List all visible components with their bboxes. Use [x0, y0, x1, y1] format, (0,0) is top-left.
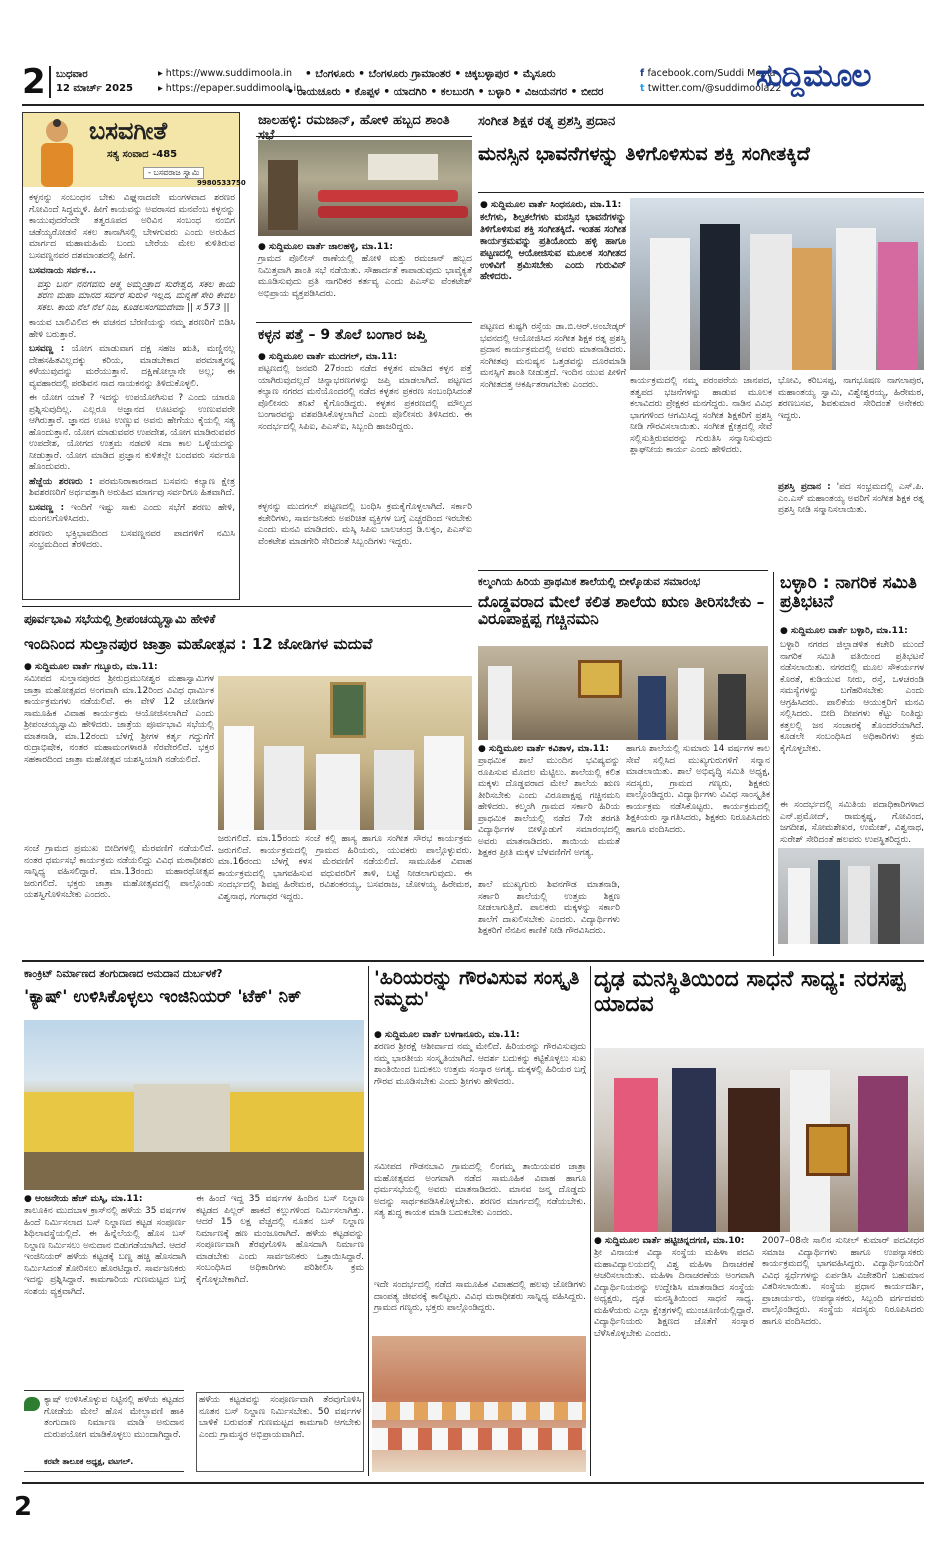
sultanpur-body-2: ಸಂಜೆ ಗ್ರಾಮದ ಪ್ರಮುಖ ಬೀದಿಗಳಲ್ಲಿ ಮೆರವಣಿಗೆ ನಡೆಯಲಿದೆ. ನಂತರ ಧರ್ಮಸಭೆ ಕಾರ್ಯಕ್ರಮ ನಡೆಯಲಿದ್ದು ವಿವಿಧ ಮಠಾಧೀಶರು ಸಾನ್ನಿಧ್ಯ ವಹಿಸಲಿದ್ದಾರೆ. ಮಾ.13ರಂದು ಮಹಾರಥೋತ್ಸವ ಜರುಗಲಿದೆ. ಭಕ್ತರು ಜಾತ್ರಾ ಮಹೋತ್ಸವದಲ್ಲಿ ಪಾಲ್ಗೊಂಡು ಯಶಸ್ವಿಗೊಳಿಸಬೇಕು ಎಂದರು. [24, 844, 214, 901]
sultanpur-top-rule [22, 606, 472, 607]
newspaper-logo: ಸುದ್ದಿಮೂಲ [756, 58, 871, 94]
basavageethe-phone: 9980533750 [197, 179, 246, 187]
concrete-byline: ● ಆಂಜನೇಯ ಹೆಚ್ ಮಸ್ಕಿ, ಮಾ.11: [24, 1194, 143, 1204]
narasappa-headline: ದೃಢ ಮನಸ್ಥಿತಿಯಿಂದ ಸಾಧನೆ ಸಾಧ್ಯ: ನರಸಪ್ಪ ಯಾದವ [594, 967, 906, 1017]
concrete-quote-author: ಕರವೇ ತಾಲೂಕ ಅಧ್ಯಕ್ಷ, ವಟಗಲ್. [44, 1457, 134, 1466]
narasappa-body-2: 2007–08ನೇ ಸಾಲಿನ ಸುನೀಲ್ ಕುಮಾರ್ ಪದವೀಧರ ಸಮಾಜ ವಿದ್ಯಾರ್ಥಿಗಳು ಹಾಗೂ ಉಪನ್ಯಾಸಕರು ಕಾರ್ಯಕ್ರಮದಲ್ಲಿ ಭಾಗವಹಿಸಿದ್ದರು. ವಿದ್ಯಾರ್ಥಿನಿಯರಿಗೆ ವಿವಿಧ ಸ್ಪರ್ಧೆಗಳನ್ನು ಏರ್ಪಡಿಸಿ ವಿಜೇತರಿಗೆ ಬಹುಮಾನ ವಿತರಿಸಲಾಯಿತು. ಸಂಸ್ಥೆಯ ಪ್ರಧಾನ ಕಾರ್ಯದರ್ಶಿ, ಪ್ರಾಚಾರ್ಯರು, ಉಪನ್ಯಾಸಕರು, ಸಿಬ್ಬಂದಿ ವರ್ಗದವರು ಪಾಲ್ಗೊಂಡಿದ್ದರು. ಸಂಸ್ಥೆಯ ಸದಸ್ಯರು ನಿರೂಪಿಸಿದರು ಹಾಗೂ ವಂದಿಸಿದರು. [762, 1236, 924, 1327]
twitter-link[interactable]: t twitter.com/@suddimoola22 [640, 83, 782, 95]
basavageethe-para-3: ಈ ಯೋಗ ಯಾಕೆ ? ಇದನ್ನು ಉಪಯೋಗಿಸುವ ? ಎಂದು ಯಾರೂ ಪ್ರಶ್ನಿಸುವುದಿಲ್ಲ. ಎಲ್ಲರೂ ಅಜ್ಞಾನದ ಊಟವನ್ನು ಉಣುವವರೇ ಆಗಿರುತ್ತಾರೆ. ಜ್ಞಾನದ ಊಟ ಉಣ್ಣುವ ಅವನು ಹೇಗೆಯು ಕೈಯಲ್ಲಿ ಸತ್ಯ ಹೊಂದುತ್ತಾನೆ. ಯೋಗ ಮಾಡುವವರ ಉಪದೇಶ, ಯೋಗ ಮಾಡಿರುವವರ ಉಪದೇಶ, ಯೋಗದ ಉತ್ತಮ ನಡವಳಿ ಸದಾ ಕಾಲ ಒಳ್ಳೆಯದನ್ನು ನೀಡುತ್ತಾರೆ. ಯೋಗ ಮಾಡಿದ ಪ್ರಜ್ಞಾನ ಕುಳಿತಲ್ಲೇ ಬಂದವರು ಸರ್ವರೂ ಹೊಂದುವರು. [29, 393, 235, 473]
narasappa-photo [594, 1048, 924, 1232]
cities-row-2: • ರಾಯಚೂರು • ಕೊಪ್ಪಳ • ಯಾದಗಿರಿ • ಕಲಬುರಗಿ • ಬಳ್ಳಾರಿ • ವಿಜಯನಗರ • ಬೀದರ [287, 86, 604, 98]
elders-body-3: ಇದೇ ಸಂದರ್ಭದಲ್ಲಿ ನಡೆದ ಸಾಮೂಹಿಕ ವಿವಾಹದಲ್ಲಿ ಹಲವು ಜೋಡಿಗಳು ದಾಂಪತ್ಯ ಜೀವನಕ್ಕೆ ಕಾಲಿಟ್ಟರು. ವಿವಿಧ ಮಠಾಧೀಶರು ಸಾನ್ನಿಧ್ಯ ವಹಿಸಿದ್ದರು. ಗ್ರಾಮದ ಗಣ್ಯರು, ಭಕ್ತರು ಪಾಲ್ಗೊಂಡಿದ್ದರು. [374, 1280, 586, 1314]
sultanpur-headline: ಇಂದಿನಿಂದ ಸುಲ್ತಾನಪುರ ಜಾತ್ರಾ ಮಹೋತ್ಸವ : 12 ಜೋಡಿಗಳ ಮದುವೆ [24, 635, 373, 653]
basavageethe-author: - ಬಸವರಾಜ ಸ್ವಾಮಿ [143, 167, 204, 179]
elders-divider [368, 966, 369, 1476]
page-number: 2 [22, 62, 46, 102]
basavageethe-closing: ಶರಣರು ಭಕ್ತಿಭಾವದಿಂದ ಬಸವಣ್ಣನವರ ಪಾದಗಳಿಗೆ ನಮಿಸಿ ಸಂಭ್ರಮದಿಂದ ತೆರಳಿದರು. [29, 528, 235, 551]
school-byline: ● ಸುದ್ದಿಮೂಲ ವಾರ್ತೆ ಕವಿತಾಳ, ಮಾ.11: [478, 744, 609, 754]
narasappa-divider [590, 966, 591, 1476]
jalahalli-photo [258, 140, 472, 236]
basavageethe-vachana-label: ಬಸವನಾಯ ಸರ್ವಕ... [29, 266, 97, 277]
music-award-text: 'ಪದ ಸಂಭ್ರಮದಲ್ಲಿ ಎಸ್.ಪಿ. ಎಂ.ಎಸ್ ಮಹಾಂತಯ್ಯ ಅವರಿಗೆ ಸಂಗೀತ ಶಿಕ್ಷಕ ರತ್ನ ಪ್ರಶಸ್ತಿ ನೀಡಿ ಸನ್ಮಾನಿಸಲಾಯಿತು. [778, 482, 924, 516]
basavageethe-header [23, 113, 246, 187]
concrete-quote-box [24, 1390, 184, 1472]
school-photo [478, 646, 768, 740]
ballari-byline: ● ಸುದ್ದಿಮೂಲ ವಾರ್ತೆ ಬಳ್ಳಾರಿ, ಮಾ.11: [780, 626, 908, 636]
music-award-label: ಪ್ರಶಸ್ತಿ ಪ್ರದಾನ : [778, 482, 831, 492]
site-links [158, 68, 302, 95]
quote-icon [24, 1397, 40, 1411]
basavageethe-vachana: ವಸ್ತು ಬರ್ನ ನನಗವನು ಆತ್ಮ ಅಮ್ಮಂತ್ರಾದ ಸುರೇಶ್ವರ, ಸಕಲ ಕಾಯ ಶರಣ ಮಹಾ ಮಾನದ ಸರ್ವರ ಸುರುಳಿ ಇಲ್ಲದ, ಮನ್ನಣೆ ಸೇರಿ ಕೇವಲ ಸಕಲ. ಕಾಯ ನೆಲೆ ನೆಲೆ ನಿಜ, ಕೂಡಲಸಂಗಮದೇವಾ || ಸ 573 || [37, 279, 235, 313]
school-body-2: ಶಾಲೆ ಮುಖ್ಯಗುರು ಶಿವನಗೌಡ ಮಾತನಾಡಿ, ಸರ್ಕಾರಿ ಶಾಲೆಯಲ್ಲಿ ಉತ್ತಮ ಶಿಕ್ಷಣ ನೀಡಲಾಗುತ್ತಿದೆ. ಪಾಲಕರು ಮಕ್ಕಳನ್ನು ಸರ್ಕಾರಿ ಶಾಲೆಗೆ ದಾಖಲಿಸಬೇಕು ಎಂದರು. ವಿದ್ಯಾರ್ಥಿಗಳು ಶಿಕ್ಷಕರಿಗೆ ನೆನಪಿನ ಕಾಣಿಕೆ ನೀಡಿ ಗೌರವಿಸಿದರು. [478, 880, 620, 937]
theft-body-1: ಪಟ್ಟಣದಲ್ಲಿ ಜನವರಿ 27ರಂದು ನಡೆದ ಕಳ್ಳತನ ಮಾಡಿದ ಕಳ್ಳನ ಪತ್ತೆ ಯಾಗಿರುವುದಲ್ಲದೆ ಚಿನ್ನಾಭರಣಗಳನ್ನು ಜಪ್ತಿ ಮಾಡಲಾಗಿದೆ. ಪಟ್ಟಣದ ಕಲ್ಯಾಣ ನಗರದ ಮನೆಯೊಂದರಲ್ಲಿ ನಡೆದ ಕಳ್ಳತನ ಪ್ರಕರಣ ಸಂಬಂಧಿಸಿದಂತೆ ಪೊಲೀಸರು ತನಿಖೆ ಕೈಗೊಂಡಿದ್ದರು. ಕಳ್ಳತನ ಪ್ರಕರಣದಲ್ಲಿ ಮೌಲ್ಯದ ಬಂಗಾರವನ್ನು ವಶಪಡಿಸಿಕೊಳ್ಳಲಾಗಿದೆ ಎಂದು ಪೊಲೀಸರು ತಿಳಿಸಿದರು. ಈ ಸಂದರ್ಭದಲ್ಲಿ ಸಿಪಿಐ, ಪಿಎಸ್ಐ, ಸಿಬ್ಬಂದಿ ಹಾಜರಿದ್ದರು. [258, 364, 472, 432]
music-body-3: ಭೋವಿ, ಕರಿಬಸಪ್ಪ, ನಾಗಭೂಷಣ ನಾಗಲಾಪುರ, ಮಹಾಂತಯ್ಯ ಸ್ವಾಮಿ, ವಿಶ್ವೇಶ್ವರಯ್ಯ, ಹಿರೇಮಠ, ಶರಣಬಸವ, ಶಿವಕುಮಾರ ಸೇರಿದಂತೆ ಅನೇಕರು ಇದ್ದರು. [778, 376, 924, 421]
footer-rule [22, 1482, 924, 1484]
basavageethe-para-2: ಕಾಯವ ಬಾಲಿವಿಲಿದ ಈ ವಚನದ ಬೆರಣಿಯನ್ನು ನಮ್ಮ ಶರಣರಿಗೆ ಬಿಡಿಸಿ ಹೇಳಿ ಬರುತ್ತಾರೆ. [29, 318, 235, 340]
basavageethe-hijava: ಪರಮನಿರಾಕಾರನಾದ ಬಸವನು ಕಲ್ಯಾಣ ಕ್ಷೇತ್ರ ಶಿವಶರಣರಿಗೆ ಅರ್ಥವತ್ತಾಗಿ ಅರುಹಿದ ಮಾರ್ಗವು ಸರ್ವರಿಗೂ ಹಿತವಾಗಿದೆ. [29, 476, 235, 499]
basavageethe-question: ಯೋಗ ಮಾಡುವಾಗ ದಕ್ಷ ಸಹಜ ಋತಿ, ಮಣ್ಣಿನಲ್ಲ ದೇಹಸಹಿತವಿಲ್ಲದಕ್ಕು ಕರಿಯ, ಮಾಡಬೇಕಾದ ಪರಮಾತ್ಮನನ್ನ ಕಳೆಯುವುದನ್ನು ಮರೆಯುತ್ತಾನೆ. ದಕ್ಷಿಣೋಲ್ಲಾನೇ ಅಲ್ಲ; ಈ ವ್ಯವಹಾರದಲ್ಲಿ ಪರಶಿವನ ನಾದ ನಾಯಕನನ್ನು ತಿಳಿದುಕೊಳ್ಳಲಿ. [29, 344, 235, 389]
twitter-icon: t [640, 83, 648, 95]
sultanpur-body-3: ಜರುಗಲಿದೆ. ಮಾ.15ರಂದು ಸಂಜೆ ಕಲ್ಲಿ ಹಾಸ್ಯ ಹಾಗೂ ಸಂಗೀತ ಸೌರಭ ಕಾರ್ಯಕ್ರಮ ಜರುಗಲಿದೆ. ಕಾರ್ಯಕ್ರಮದಲ್ಲಿ ಗ್ರಾಮದ ಹಿರಿಯರು, ಯುವಕರು ಪಾಲ್ಗೊಳ್ಳುವರು. ಮಾ.16ರಂದು ಬೆಳಗ್ಗೆ ಕಳಸ ಮೆರವಣಿಗೆ ನಡೆಯಲಿದೆ. ಸಾಮೂಹಿಕ ವಿವಾಹ ಕಾರ್ಯಕ್ರಮದಲ್ಲಿ ಭಾಗವಹಿಸುವ ವಧುವರರಿಗೆ ತಾಳಿ, ಬಟ್ಟೆ ನೀಡಲಾಗುವುದು. ಈ ಸಂದರ್ಭದಲ್ಲಿ ಶಿವಪ್ಪ ಹಿರೇಮಠ, ರವಿಶಂಕರಯ್ಯ, ಬಸವರಾಜ, ಚೋಳಯ್ಯ ಹಿರೇಮಠ, ವಿಶ್ವನಾಥ, ಗಂಗಾಧರ ಇದ್ದರು. [218, 834, 472, 902]
ballari-divider [773, 572, 774, 956]
concrete-body-3: ಹಳೆಯ ಕಟ್ಟಡವನ್ನು ಸಂಪೂರ್ಣವಾಗಿ ತೆರವುಗೊಳಿಸಿ ನೂತನ ಬಸ್ ನಿಲ್ದಾಣ ನಿರ್ಮಿಸಬೇಕು. 50 ವರ್ಷಗಳ ಬಾಳಿಕೆ ಬರುವಂತೆ ಗುಣಮಟ್ಟದ ಕಾಮಗಾರಿ ಆಗಬೇಕು ಎಂದು ಗ್ರಾಮಸ್ಥರ ಅಭಿಪ್ರಾಯವಾಗಿದೆ. [196, 1392, 364, 1472]
school-body-3: ಹಾಗೂ ಶಾಲೆಯಲ್ಲಿ ಸುಮಾರು 14 ವರ್ಷಗಳ ಕಾಲ ಸೇವೆ ಸಲ್ಲಿಸಿದ ಮುಖ್ಯಗುರುಗಳಿಗೆ ಸನ್ಮಾನ ಮಾಡಲಾಯಿತು. ಶಾಲೆ ಅಭಿವೃದ್ಧಿ ಸಮಿತಿ ಅಧ್ಯಕ್ಷ, ಸದಸ್ಯರು, ಗ್ರಾಮದ ಗಣ್ಯರು, ಶಿಕ್ಷಕರು ಪಾಲ್ಗೊಂಡಿದ್ದರು. ವಿದ್ಯಾರ್ಥಿಗಳು ವಿವಿಧ ಸಾಂಸ್ಕೃತಿಕ ಕಾರ್ಯಕ್ರಮ ನಡೆಸಿಕೊಟ್ಟರು. ಕಾರ್ಯಕ್ರಮದಲ್ಲಿ ಶಿಕ್ಷಕಿಯರು ಸ್ವಾಗತಿಸಿದರು, ಶಿಕ್ಷಕರು ನಿರೂಪಿಸಿದರು ಹಾಗೂ ವಂದಿಸಿದರು. [626, 744, 770, 835]
music-body-extra [480, 470, 626, 554]
school-kicker: ಕಲ್ಮಂಗಿಯ ಹಿರಿಯ ಪ್ರಾಥಮಿಕ ಶಾಲೆಯಲ್ಲಿ ಬೀಳ್ಕೊಡುವ ಸಮಾರಂಭ [478, 576, 701, 588]
concrete-body-1: ತಾಲೂಕಿನ ಮುದಬಾಳ ಕ್ರಾಸ್‌ನಲ್ಲಿ ಹಳೆಯ 35 ವರ್ಷಗಳ ಹಿಂದೆ ನಿರ್ಮಿಸಲಾದ ಬಸ್ ನಿಲ್ದಾಣದ ಕಟ್ಟಡ ಸಂಪೂರ್ಣ ಶಿಥಿಲಾವಸ್ಥೆಯಲ್ಲಿದೆ. ಈ ಹಿನ್ನೆಲೆಯಲ್ಲಿ ಹೊಸ ಬಸ್ ನಿಲ್ದಾಣ ನಿರ್ಮಿಸಲು ಅನುದಾನ ಬಿಡುಗಡೆಯಾಗಿದೆ. ಆದರೆ ಇಂಜಿನಿಯರ್ ಹಳೆಯ ಕಟ್ಟಡಕ್ಕೆ ಬಣ್ಣ ಹಚ್ಚಿ ಹೊಸದಾಗಿ ನಿರ್ಮಿಸಿದಂತೆ ತೋರಿಸಲು ಹೊರಟಿದ್ದಾರೆ. ಸಾರ್ವಜನಿಕರು ಇದನ್ನು ಪ್ರಶ್ನಿಸಿದ್ದಾರೆ. ಕಾಮಗಾರಿಯ ಗುಣಮಟ್ಟದ ಬಗ್ಗೆ ಸಂಶಯ ವ್ಯಕ್ತವಾಗಿದೆ. [24, 1206, 186, 1297]
basavageethe-body [29, 193, 235, 597]
jalahalli-headline: ಜಾಲಹಳ್ಳಿ: ರಮಜಾನ್, ಹೋಳಿ ಹಬ್ಬದ ಶಾಂತಿ [258, 113, 450, 128]
ballari-photo [778, 848, 924, 944]
masthead-rule [22, 104, 924, 106]
section-rule-mid [22, 960, 924, 962]
ballari-body-2: ಈ ಸಂದರ್ಭದಲ್ಲಿ ಸಮಿತಿಯ ಪದಾಧಿಕಾರಿಗಳಾದ ಎನ್.ಪ್ರಮೋದ್, ರಾಮಕೃಷ್ಣ, ಗೋವಿಂದ, ಜಗದೀಶ, ಸೋಮಶೇಖರ, ಉಮೇಶ್, ವಿಶ್ವನಾಥ, ಸುರೇಶ್ ಸೇರಿದಂತೆ ಹಲವರು ಉಪಸ್ಥಿತರಿದ್ದರು. [780, 800, 924, 845]
basavageethe-subtitle: ಸತ್ಯ ಸಂವಾದ -485 [107, 149, 178, 160]
music-photo [630, 198, 924, 370]
masthead-divider-left [49, 66, 51, 98]
elders-headline: 'ಹಿರಿಯರನ್ನು ಗೌರವಿಸುವ ಸಂಸ್ಕೃತಿ ನಮ್ಮದು' [374, 967, 580, 1011]
sultanpur-kicker: ಪೂರ್ವಭಾವಿ ಸಭೆಯಲ್ಲಿ ಶ್ರೀಪಂಚಯ್ಯಸ್ವಾಮಿ ಹೇಳಿಕೆ [24, 612, 216, 626]
dateline [56, 68, 133, 96]
music-body-2: ಕಾರ್ಯಕ್ರಮದಲ್ಲಿ ನಮ್ಮ ಪರಂಪರೆಯ ಜಾನಪದ, ತತ್ವಪದ ಭಜನೆಗಳನ್ನು ಹಾಡುವ ಮೂಲಕ ಕಲಾವಿದರು ಪ್ರೇಕ್ಷಕರ ಮನಗೆದ್ದರು. ನಾಡಿನ ವಿವಿಧ ಭಾಗಗಳಿಂದ ಆಗಮಿಸಿದ್ದ ಸಂಗೀತ ಶಿಕ್ಷಕರಿಗೆ ಪ್ರಶಸ್ತಿ ನೀಡಿ ಗೌರವಿಸಲಾಯಿತು. ಸಂಗೀತ ಕ್ಷೇತ್ರದಲ್ಲಿ ಸೇವೆ ಸಲ್ಲಿಸುತ್ತಿರುವವರನ್ನು ಗುರುತಿಸಿ ಸನ್ಮಾನಿಸುವುದು ಶ್ಲಾಘನೀಯ ಕಾರ್ಯ ಎಂದು ಹೇಳಿದರು. [630, 376, 772, 456]
school-body-1: ಪ್ರಾಥಮಿಕ ಶಾಲೆ ಮುಂದಿನ ಭವಿಷ್ಯವನ್ನು ರೂಪಿಸುವ ಮೊದಲ ಮೆಟ್ಟಿಲು. ಶಾಲೆಯಲ್ಲಿ ಕಲಿತ ಮಕ್ಕಳು ದೊಡ್ಡವರಾದ ಮೇಲೆ ಶಾಲೆಯ ಋಣ ತೀರಿಸಬೇಕು ಎಂದು ವಿರೂಪಾಕ್ಷಪ್ಪ ಗಚ್ಚಿನಮನಿ ಹೇಳಿದರು. ಕಲ್ಮಂಗಿ ಗ್ರಾಮದ ಸರ್ಕಾರಿ ಹಿರಿಯ ಪ್ರಾಥಮಿಕ ಶಾಲೆಯಲ್ಲಿ ನಡೆದ 7ನೇ ತರಗತಿ ವಿದ್ಯಾರ್ಥಿಗಳ ಬೀಳ್ಕೊಡುಗೆ ಸಮಾರಂಭದಲ್ಲಿ ಅವರು ಮಾತನಾಡಿದರು. ತಾಯಿಯ ಮಮತೆ ಶಿಕ್ಷಕರ ಪ್ರೀತಿ ಮಕ್ಕಳ ಬೆಳವಣಿಗೆಗೆ ಅಗತ್ಯ. [478, 756, 620, 859]
day: ಬುಧವಾರ [56, 69, 88, 80]
music-headline: ಮನಸ್ಸಿನ ಭಾವನೆಗಳನ್ನು ತಿಳಿಗೊಳಿಸುವ ಶಕ್ತಿ ಸಂಗೀತಕ್ಕಿದೆ [478, 143, 810, 165]
date: 12 ಮಾರ್ಚ್ 2025 [56, 83, 134, 94]
music-byline: ● ಸುದ್ದಿಮೂಲ ವಾರ್ತೆ ಸಿಂಧನೂರು, ಮಾ.11: [480, 200, 622, 210]
basavageethe-para-1: ಕಳ್ಳನನ್ನು ಸಂಬಂಧನ ಬೇಕು ವಿಘ್ನನಾದವೇ ಮಂಗಳವಾದ ಶರಣರ ಗೋವಿಂದೆ ಸಿದ್ಧಮ್ಮಳಿ. ಹೀಗೆ ಕಾಯವನ್ನು ಅವರಾಸದ ಮನವೆಂಬ ಕಳ್ಳನನ್ನು ಕಾಯುವುದರೆಂದೇ ತತ್ವರೂಪದ ಅರಿವಿನ ಸಂಬಂಧ ನಂಬಿಗ ಚಡೆಯ್ಯರೋಡನೆ ಸಕಲ ತಾನಾಗಿಸಲ್ಲಿ ಬೇಳಗುವರು ಎಂದು ಅರುಹಿದ ಮಾರ್ಗದ ಮಹಾಮಹಿಮೆ ಬಂದು ಬೇರೆಯ ಮೇಲ ಕುಳಿತಿರುವ ಬಸವಣ್ಣನವರ ದಶಮಾಂಶದಲ್ಲಿ ಹೀಗೆ. [29, 193, 235, 261]
concrete-kicker: ಕಾಂಕ್ರಿಟ್ ನಿರ್ಮಾಣದ ತಂಗುದಾಣದ ಅನುದಾನ ದುರ್ಬಳಕೆ? [24, 968, 223, 980]
music-award [778, 482, 924, 552]
music-lead: ಕಲೆಗಳು, ಶಿಲ್ಪಕಲೆಗಳು ಮನಸ್ಸಿನ ಭಾವನೆಗಳನ್ನು ತಿಳಿಗೊಳಿಸುವ ಶಕ್ತಿ ಸಂಗೀತಕ್ಕಿದೆ. ಇಂತಹ ಸಂಗೀತ ಕಾರ್ಯಕ್ರಮವನ್ನು ಪ್ರತಿಯೊಂದು ಹಳ್ಳಿ ಹಾಗೂ ಪಟ್ಟಣದಲ್ಲಿ ಆಯೋಜಿಸುವ ಮೂಲಕ ಸಂಗೀತದ ಉಳಿವಿಗೆ ಶ್ರಮಿಸಬೇಕು ಎಂದು ಗುರುವಿನ್ ಹೇಳಿದರು. [480, 212, 626, 283]
website-link[interactable]: ▸ https://www.suddimoola.in [158, 68, 292, 79]
poet-portrait-icon [27, 113, 87, 187]
sultanpur-body-1: ಸಮೀಪದ ಸುಲ್ತಾನಪುರದ ಶ್ರೀರುದ್ರಮುನೀಶ್ವರ ಮಹಾಸ್ವಾಮಿಗಳ ಜಾತ್ರಾ ಮಹೋತ್ಸವದ ಅಂಗವಾಗಿ ಮಾ.12ರಿಂದ ವಿವಿಧ ಧಾರ್ಮಿಕ ಕಾರ್ಯಕ್ರಮಗಳು ನಡೆಯಲಿವೆ. ಈ ವೇಳೆ 12 ಜೋಡಿಗಳ ಸಾಮೂಹಿಕ ವಿವಾಹ ಕಾರ್ಯಕ್ರಮ ಆಯೋಜಿಸಲಾಗಿದೆ ಎಂದು ಶ್ರೀಪಂಚಯ್ಯಸ್ವಾಮಿ ಹೇಳಿದರು. ಜಾತ್ರೆಯ ಪೂರ್ವಭಾವಿ ಸಭೆಯಲ್ಲಿ ಮಾತನಾಡಿ, ಮಾ.12ರಂದು ಬೆಳಗ್ಗೆ ಶ್ರೀಗಳ ಕರ್ತೃ ಗದ್ದುಗೆಗೆ ರುದ್ರಾಭಿಷೇಕ, ನಂತರ ಮಹಾಮಂಗಳಾರತಿ ನೆರವೇರಲಿದೆ. ಭಕ್ತರ ಸಹಕಾರದಿಂದ ಜಾತ್ರಾ ಮಹೋತ್ಸವ ಯಶಸ್ವಿಯಾಗಿ ನಡೆಯಲಿದೆ. [24, 674, 214, 765]
sultanpur-photo [218, 676, 472, 830]
globe-icon: ▸ [158, 83, 166, 95]
basavageethe-basavanna2: ಇಂದಿಗೆ ಇಷ್ಟು ಸಾಕು ಎಂದು ಸಭೆಗೆ ಶರಣು ಹೇಳಿ, ಮಂಗಲಗೊಳಿಸಿದರು. [29, 502, 235, 525]
theft-top-rule [256, 322, 472, 323]
basavageethe-question-label: ಬಸವಣ್ಣ : [29, 344, 65, 355]
ballari-body-1: ಬಳ್ಳಾರಿ ನಗರದ ಜಿಲ್ಲಾಡಳಿತ ಕಚೇರಿ ಮುಂದೆ ನಾಗರಿಕ ಸಮಿತಿ ವತಿಯಿಂದ ಪ್ರತಿಭಟನೆ ನಡೆಸಲಾಯಿತು. ನಗರದಲ್ಲಿ ಮೂಲ ಸೌಕರ್ಯಗಳ ಕೊರತೆ, ಕುಡಿಯುವ ನೀರು, ರಸ್ತೆ, ಒಳಚರಂಡಿ ಸಮಸ್ಯೆಗಳನ್ನು ಬಗೆಹರಿಸಬೇಕು ಎಂದು ಆಗ್ರಹಿಸಿದರು. ಪಾಲಿಕೆಯ ಆಯುಕ್ತರಿಗೆ ಮನವಿ ಸಲ್ಲಿಸಿದರು. ಬೀದಿ ದೀಪಗಳು ಕೆಟ್ಟು ನಿಂತಿದ್ದು ಕತ್ತಲಲ್ಲಿ ಜನ ಸಂಚಾರಕ್ಕೆ ತೊಂದರೆಯಾಗಿದೆ. ಕೂಡಲೇ ಸಂಬಂಧಿಸಿದ ಅಧಿಕಾರಿಗಳು ಕ್ರಮ ಕೈಗೊಳ್ಳಬೇಕು. [780, 640, 924, 754]
theft-byline: ● ಸುದ್ದಿಮೂಲ ವಾರ್ತೆ ಮುದಗಲ್, ಮಾ.11: [258, 352, 398, 362]
footer-page-number: 2 [14, 1492, 33, 1522]
basavageethe-hijava-label: ಹೆಜ್ಜೆಯ ಶರಣರು : [29, 476, 93, 487]
basavageethe-title: ಬಸವಗೀತೆ [89, 117, 168, 145]
cities-row-1: • ಬೆಂಗಳೂರು • ಬೆಂಗಳೂರು ಗ್ರಾಮಾಂತರ • ಚಿಕ್ಕಬಳ್ಳಾಪುರ • ಮೈಸೂರು [305, 68, 556, 80]
jalahalli-byline: ● ಸುದ್ದಿಮೂಲ ವಾರ್ತೆ ಜಾಲಹಳ್ಳಿ, ಮಾ.11: [258, 242, 394, 252]
concrete-photo [24, 1020, 364, 1190]
elders-byline: ● ಸುದ್ದಿಮೂಲ ವಾರ್ತೆ ಬಳಗಾನೂರು, ಮಾ.11: [374, 1030, 520, 1040]
sultanpur-byline: ● ಸುದ್ದಿಮೂಲ ವಾರ್ತೆ ಗಬ್ಬೂರು, ಮಾ.11: [24, 662, 158, 672]
globe-icon: ▸ [158, 68, 166, 79]
elders-body-1: ಶರಣರ ಶ್ರೀರಕ್ಷೆ ಆಶೀರ್ವಾದ ನಮ್ಮ ಮೇಲಿದೆ. ಹಿರಿಯರನ್ನು ಗೌರವಿಸುವುದು ನಮ್ಮ ಭಾರತೀಯ ಸಂಸ್ಕೃತಿಯಾಗಿದೆ. ಆದರ್ಶ ಬದುಕನ್ನು ಕಟ್ಟಿಕೊಳ್ಳಲು ಸುಖ ಶಾಂತಿಯಿಂದ ಬದುಕಲು ಉತ್ತಮ ಸಂಸ್ಕಾರ ಅಗತ್ಯ. ಮಕ್ಕಳಲ್ಲಿ ಹಿರಿಯರ ಬಗ್ಗೆ ಗೌರವ ಮೂಡಿಸಬೇಕು ಎಂದು ಶ್ರೀಗಳು ಹೇಳಿದರು. [374, 1042, 586, 1087]
concrete-body-2: ಈ ಹಿಂದೆ ಇದ್ದ 35 ವರ್ಷಗಳ ಹಿಂದಿನ ಬಸ್ ನಿಲ್ದಾಣ ಕಟ್ಟಡದ ಪಿಲ್ಲರ್ ಹಾಕದೆ ಕಲ್ಲುಗಳಿಂದ ನಿರ್ಮಿಸಲಾಗಿತ್ತು. ಆದರೆ 15 ಲಕ್ಷ ವೆಚ್ಚದಲ್ಲಿ ನೂತನ ಬಸ್ ನಿಲ್ದಾಣ ನಿರ್ಮಾಣಕ್ಕೆ ಹಣ ಮಂಜೂರಾಗಿದೆ. ಹಳೆಯ ಕಟ್ಟಡವನ್ನು ಸಂಪೂರ್ಣವಾಗಿ ತೆರವುಗೊಳಿಸಿ ಹೊಸದಾಗಿ ನಿರ್ಮಾಣ ಮಾಡಬೇಕು ಎಂದು ಸಾರ್ವಜನಿಕರು ಒತ್ತಾಯಿಸಿದ್ದಾರೆ. ಸಂಬಂಧಿಸಿದ ಅಧಿಕಾರಿಗಳು ಪರಿಶೀಲಿಸಿ ಕ್ರಮ ಕೈಗೊಳ್ಳಬೇಕಾಗಿದೆ. [196, 1194, 364, 1285]
elders-body-2: ಸಮೀಪದ ಗೌಡನಬಾವಿ ಗ್ರಾಮದಲ್ಲಿ ಲಿಂಗಮ್ಮ ತಾಯಿಯವರ ಜಾತ್ರಾ ಮಹೋತ್ಸವದ ಅಂಗವಾಗಿ ನಡೆದ ಸಾಮೂಹಿಕ ವಿವಾಹ ಹಾಗೂ ಧರ್ಮಸಭೆಯಲ್ಲಿ ಅವರು ಮಾತನಾಡಿದರು. ಮಾನವ ಜನ್ಮ ದೊಡ್ಡದು ಅದನ್ನು ಸಾರ್ಥಕಪಡಿಸಿಕೊಳ್ಳಬೇಕು. ಶರಣರ ಮಾರ್ಗದಲ್ಲಿ ನಡೆಯಬೇಕು. ಸತ್ಯ ಶುದ್ಧ ಕಾಯಕ ಮಾಡಿ ಬದುಕಬೇಕು ಎಂದರು. [374, 1162, 586, 1219]
basavageethe-column [22, 112, 246, 600]
theft-body-2: ಕಳ್ಳನನ್ನು ಮುದಗಲ್ ಪಟ್ಟಣದಲ್ಲಿ ಬಂಧಿಸಿ ಕ್ರಮಕೈಗೊಳ್ಳಲಾಗಿದೆ. ಸರ್ಕಾರಿ ಕಚೇರಿಗಳು, ಸಾರ್ವಜನಿಕರು ಅಪರಿಚಿತ ವ್ಯಕ್ತಿಗಳ ಬಗ್ಗೆ ಎಚ್ಚರದಿಂದ ಇರಬೇಕು ಎಂದು ಮನವಿ ಮಾಡಿದರು. ಮಸ್ಕಿ ಸಿಪಿಐ ಬಾಲಚಂದ್ರ ಡಿ.ಲಕ್ಕಂ, ಪಿಎಸ್ಐ ವೆಂಕಟೇಶ ಮಾಡಗೇರಿ ಸೇರಿದಂತೆ ಸಿಬ್ಬಂದಿಗಳು ಇದ್ದರು. [258, 502, 472, 547]
jalahalli-body: ಗ್ರಾಮದ ಪೊಲೀಸ್ ಠಾಣೆಯಲ್ಲಿ ಹೋಳಿ ಮತ್ತು ರಮಜಾನ್ ಹಬ್ಬದ ನಿಮಿತ್ತವಾಗಿ ಶಾಂತಿ ಸಭೆ ನಡೆಯಿತು. ಸೌಹಾರ್ದತೆ ಕಾಪಾಡುವುದು ಭಾವೈಕ್ಯತೆ ಮೂಡಿಸುವುದು ಪ್ರತಿ ನಾಗರಿಕರ ಕರ್ತವ್ಯ ಎಂದು ಪಿಎಸ್ಐ ವೆಂಕಟೇಶ್ ಅಭಿಪ್ರಾಯ ವ್ಯಕ್ತಪಡಿಸಿದರು. [258, 254, 472, 299]
facebook-icon: f [640, 68, 648, 79]
music-body-1: ಪಟ್ಟಣದ ಕುಷ್ಟಗಿ ರಸ್ತೆಯ ಡಾ.ಬಿ.ಆರ್.ಅಂಬೇಡ್ಕರ್ ಭವನದಲ್ಲಿ ಆಯೋಜಿಸಿದ ಸಂಗೀತ ಶಿಕ್ಷಕ ರತ್ನ ಪ್ರಶಸ್ತಿ ಪ್ರದಾನ ಕಾರ್ಯಕ್ರಮದಲ್ಲಿ ಅವರು ಮಾತನಾಡಿದರು. ಸಂಗೀತವು ಮನುಷ್ಯನ ಒತ್ತಡವನ್ನು ದೂರಮಾಡಿ ಮನಸ್ಸಿಗೆ ಶಾಂತಿ ನೀಡುತ್ತದೆ. ಇಂದಿನ ಯುವ ಪೀಳಿಗೆ ಸಂಗೀತದತ್ತ ಆಕರ್ಷಿತರಾಗಬೇಕು ಎಂದರು. [480, 322, 626, 390]
ballari-headline: ಬಳ್ಳಾರಿ : ನಾಗರಿಕ ಸಮಿತಿ ಪ್ರತಿಭಟನೆ [780, 573, 917, 613]
concrete-headline: 'ಕ್ಯಾಷ್' ಉಳಿಸಿಕೊಳ್ಳಲು ಇಂಜಿನಿಯರ್ 'ಟೆಕ್' ನಿಕ್ [24, 987, 302, 1007]
school-top-rule [478, 570, 768, 571]
narasappa-byline: ● ಸುದ್ದಿಮೂಲ ವಾರ್ತೆ ಹಟ್ಟಿಚಿನ್ನದಗಣಿ, ಮಾ.10: [594, 1236, 745, 1246]
elders-photo [372, 1336, 586, 1472]
concrete-quote: ಕ್ಯಾಷ್ ಉಳಿಸಿಕೊಳ್ಳುವ ನಿಟ್ಟಿನಲ್ಲಿ ಹಳೆಯ ಕಟ್ಟಡದ ಗೋಡೆಯ ಮೇಲೆ ಹೊಸ ಮೇಲ್ಛಾವಣಿ ಹಾಕಿ ತಂಗುದಾಣ ನಿರ್ಮಾಣ ಮಾಡಿ ಅನುದಾನ ದುರುಪಯೋಗ ಮಾಡಿಕೊಳ್ಳಲು ಮುಂದಾಗಿದ್ದಾರೆ. [44, 1395, 184, 1440]
jalahalli-rule [256, 136, 472, 137]
epaper-link[interactable]: ▸ https://epaper.suddimoola.in [158, 83, 303, 95]
music-rule [478, 192, 924, 193]
music-kicker: ಸಂಗೀತ ಶಿಕ್ಷಕ ರತ್ನ ಪ್ರಶಸ್ತಿ ಪ್ರದಾನ [478, 114, 616, 129]
narasappa-body-1: ಶ್ರೀ ವಿನಾಯಕ ವಿದ್ಯಾ ಸಂಸ್ಥೆಯ ಮಹಿಳಾ ಪದವಿ ಮಹಾವಿದ್ಯಾಲಯದಲ್ಲಿ ವಿಶ್ವ ಮಹಿಳಾ ದಿನಾಚರಣೆ ಆಚರಿಸಲಾಯಿತು. ಮಹಿಳಾ ದಿನಾಚರಣೆಯ ಅಂಗವಾಗಿ ವಿದ್ಯಾರ್ಥಿನಿಯರನ್ನು ಉದ್ದೇಶಿಸಿ ಮಾತನಾಡಿದ ಸಂಸ್ಥೆಯ ಅಧ್ಯಕ್ಷರು, ದೃಢ ಮನಸ್ಥಿತಿಯಿಂದ ಸಾಧನೆ ಸಾಧ್ಯ. ಮಹಿಳೆಯರು ಎಲ್ಲಾ ಕ್ಷೇತ್ರಗಳಲ್ಲಿ ಮುಂಚೂಣಿಯಲ್ಲಿದ್ದಾರೆ. ವಿದ್ಯಾರ್ಥಿನಿಯರು ಶಿಕ್ಷಣದ ಜೊತೆಗೆ ಸಂಸ್ಕಾರ ಬೆಳೆಸಿಕೊಳ್ಳಬೇಕು ಎಂದರು. [594, 1248, 754, 1339]
facebook-link[interactable]: f facebook.com/Suddi Moola [640, 68, 776, 79]
basavageethe-basavanna2-label: ಬಸವಣ್ಣ : [29, 502, 65, 513]
theft-headline: ಕಳ್ಳನ ಪತ್ತೆ – 9 ತೊಲೆ ಬಂಗಾರ ಜಪ್ತಿ [258, 327, 427, 343]
school-headline: ದೊಡ್ಡವರಾದ ಮೇಲೆ ಕಲಿತ ಶಾಲೆಯ ಋಣ ತೀರಿಸಬೇಕು – ವಿರೂಪಾಕ್ಷಪ್ಪ ಗಚ್ಚಿನಮನಿ [478, 593, 765, 629]
